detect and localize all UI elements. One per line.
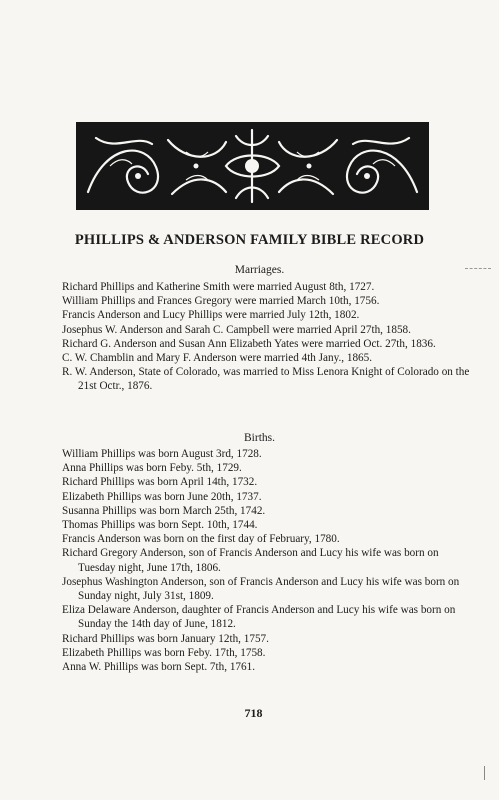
marriage-entry: Josephus W. Anderson and Sarah C. Campbell were married April 27th, 1858. [62,323,411,336]
birth-entry: Elizabeth Phillips was born June 20th, 1737. [62,490,262,503]
birth-entry: Eliza Delaware Anderson, daughter of Francis Anderson and Lucy his wife was born on Sunday the 14th day of June, 1812. [62,604,456,631]
page-number: 718 [244,706,263,720]
birth-entry: Susanna Phillips was born March 25th, 1742. [62,504,266,517]
margin-tick-mark [484,766,485,780]
marriage-list [62,280,472,394]
marriage-entry: C. W. Chamblin and Mary F. Anderson were married 4th Jany., 1865. [62,352,373,365]
margin-dash-mark [465,268,491,270]
birth-entry: Richard Gregory Anderson, son of Francis Anderson and Lucy his wife was born on Tuesday night, June 17th, 1806. [62,547,439,574]
floral-scroll-ornament-icon [76,122,429,210]
birth-entry: William Phillips was born August 3rd, 1728. [62,448,262,460]
marriage-entry: R. W. Anderson, State of Colorado, was married to Miss Lenora Knight of Colorado on the 21st Octr., 1876. [62,366,470,393]
page-title: PHILLIPS & ANDERSON FAMILY BIBLE RECORD [74,232,425,248]
marriages-heading: Marriages. [234,264,285,276]
birth-entry: Elizabeth Phillips was born Feby. 17th, 1758. [62,646,266,659]
birth-entry: Anna W. Phillips was born Sept. 7th, 1761. [62,661,255,674]
birth-list [62,447,472,674]
marriage-entry: Francis Anderson and Lucy Phillips were married July 12th, 1802. [62,309,360,322]
birth-entry: Josephus Washington Anderson, son of Francis Anderson and Lucy his wife was born on Sunday night, July 31st, 1809. [62,575,460,603]
marriage-entry: William Phillips and Frances Gregory were married March 10th, 1756. [62,295,380,308]
births-heading: Births. [244,432,275,444]
birth-entry: Anna Phillips was born Feby. 5th, 1729. [62,462,242,475]
birth-entry: Thomas Phillips was born Sept. 10th, 1744. [62,519,258,532]
marriage-entry: Richard G. Anderson and Susan Ann Elizabeth Yates were married Oct. 27th, 1836. [62,337,436,350]
birth-entry: Francis Anderson was born on the first day of February, 1780. [62,533,340,546]
marriage-entry: Richard Phillips and Katherine Smith were married August 8th, 1727. [62,281,375,293]
birth-entry: Richard Phillips was born January 12th, 1757. [62,632,269,645]
birth-entry: Richard Phillips was born April 14th, 1732. [62,476,258,489]
